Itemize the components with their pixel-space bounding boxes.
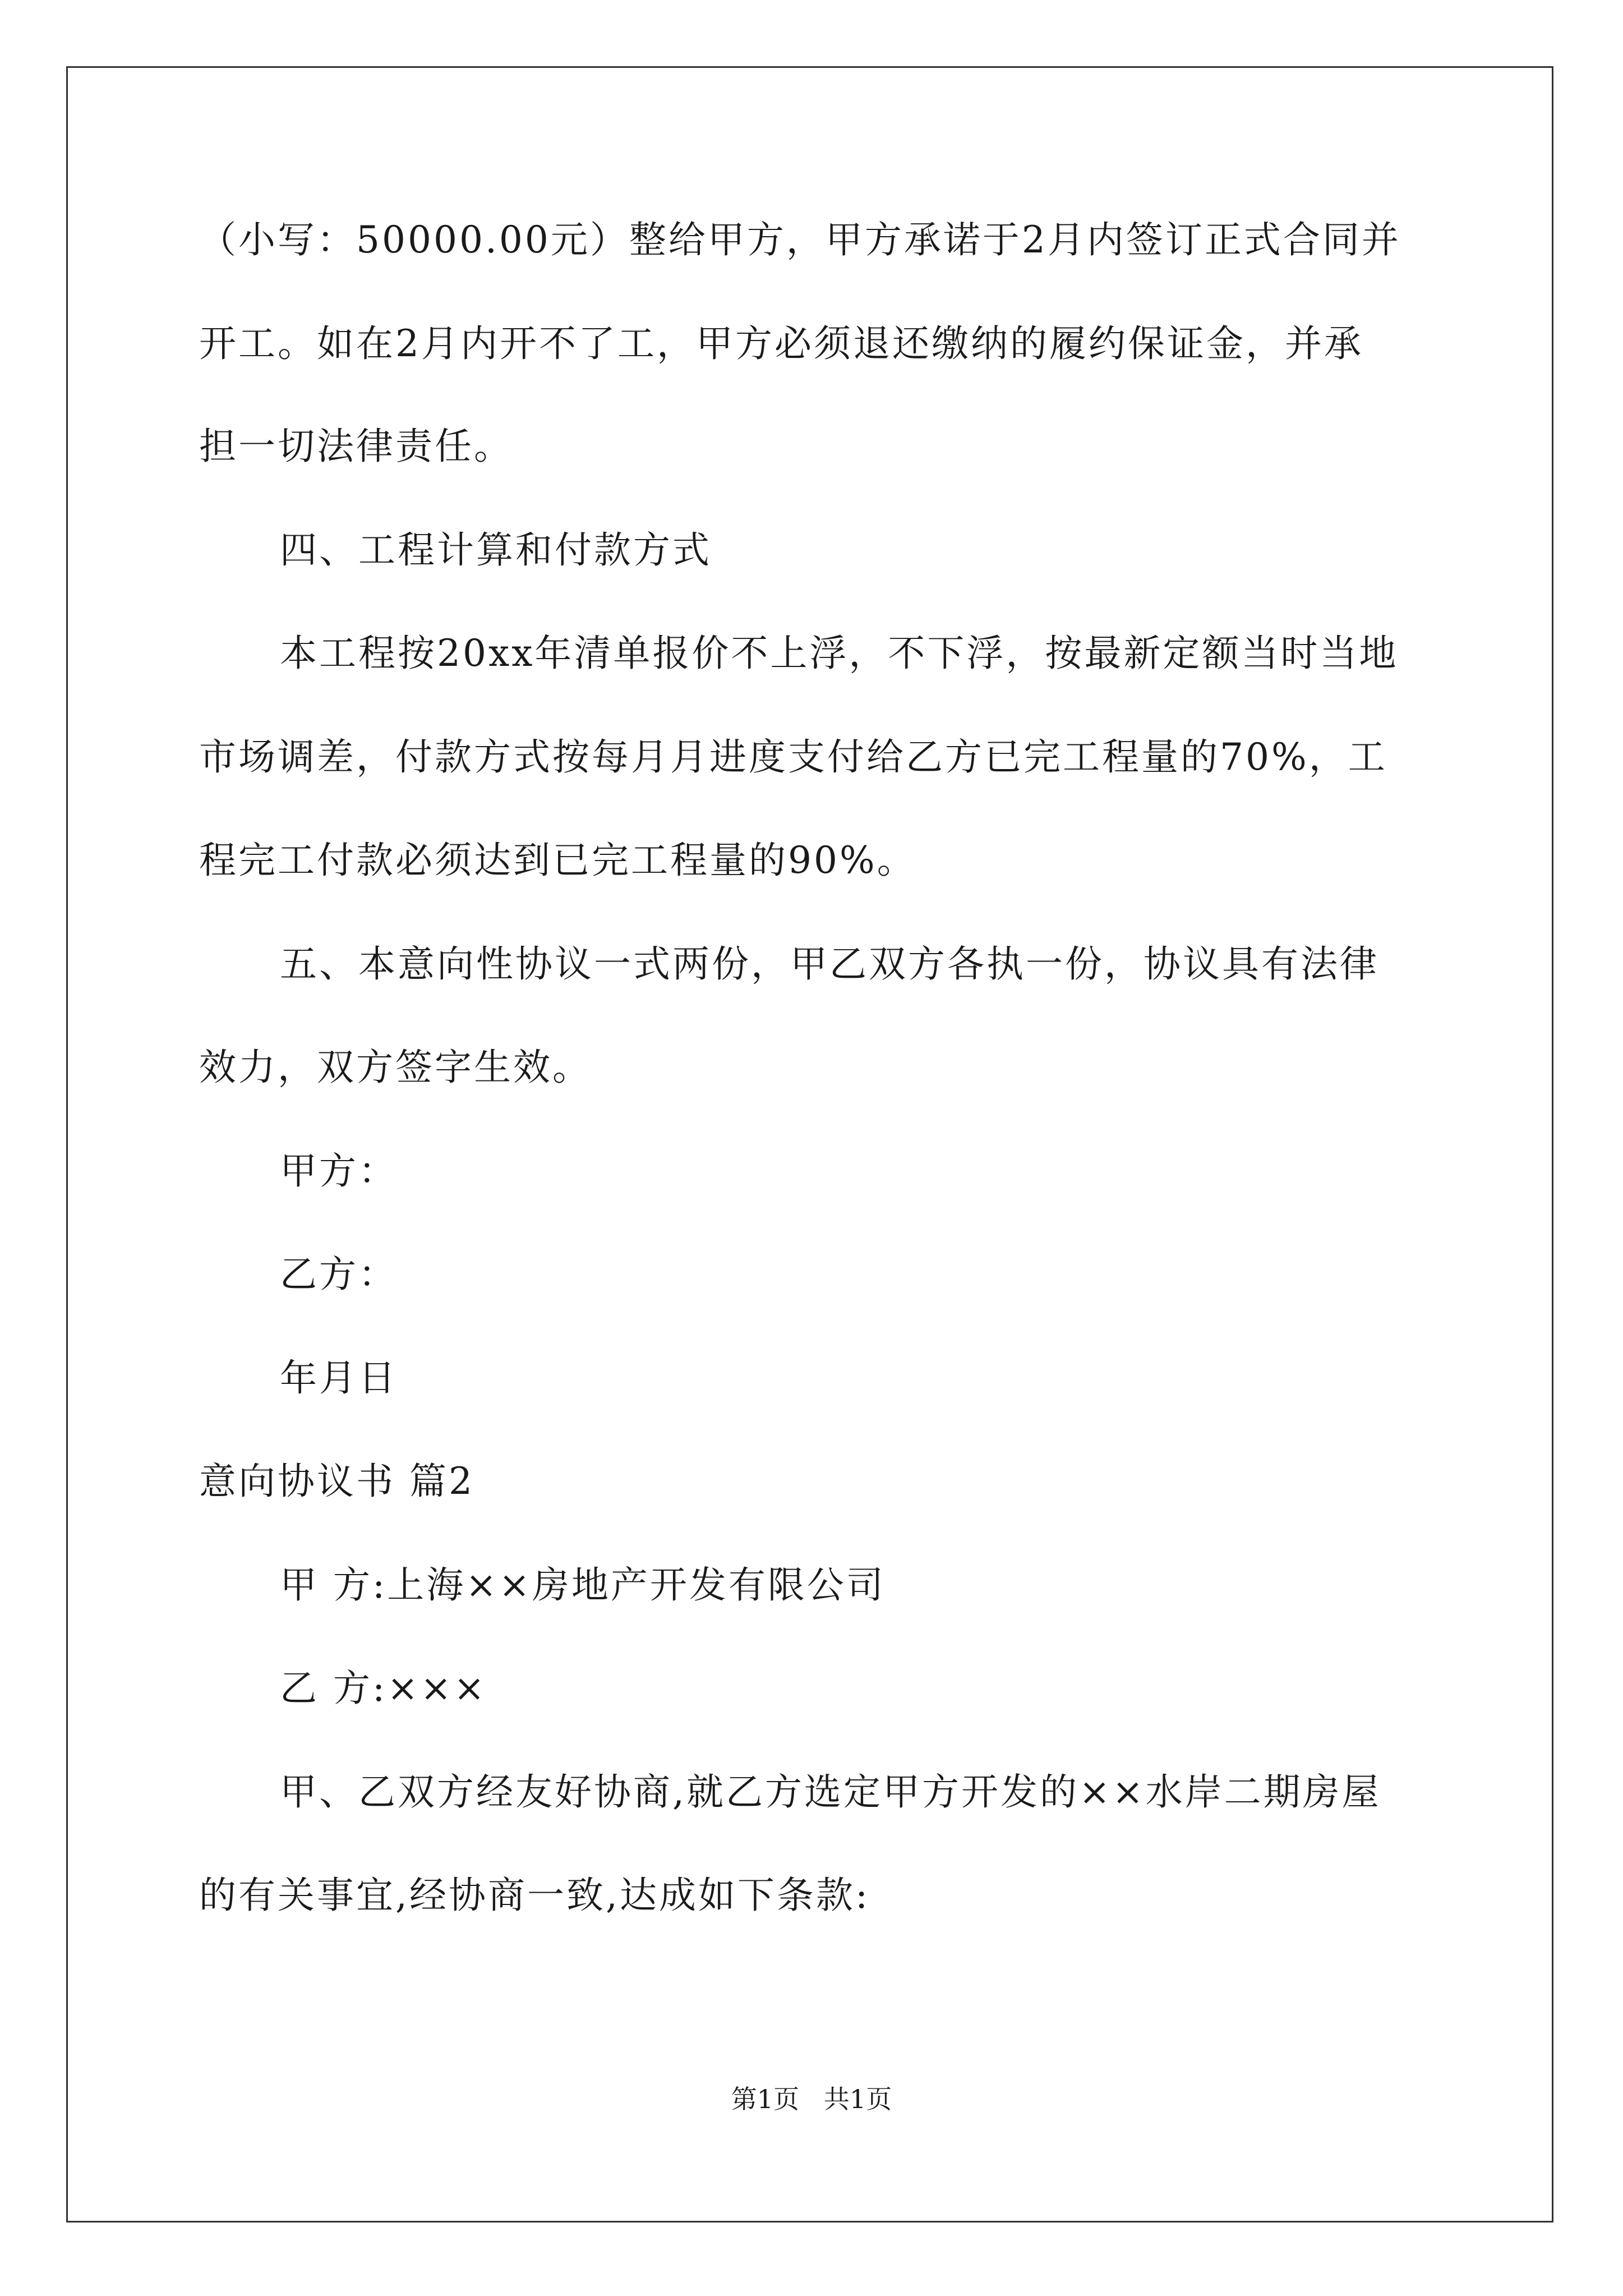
paragraph-line: 本工程按20xx年清单报价不上浮，不下浮，按最新定额当时当地 [280, 632, 1399, 675]
section-title: 意向协议书 篇2 [199, 1460, 474, 1503]
paragraph-line: （小写：50000.00元）整给甲方，甲方承诺于2月内签订正式合同并 [199, 218, 1401, 261]
section-heading: 四、工程计算和付款方式 [280, 528, 712, 572]
paragraph-line: 开工。如在2月内开不了工，甲方必须退还缴纳的履约保证金，并承 [199, 322, 1363, 365]
paragraph-line: 五、本意向性协议一式两份，甲乙双方各执一份，协议具有法律 [280, 942, 1379, 986]
date-line: 年月日 [280, 1356, 398, 1400]
party-a-signature-line: 甲方： [280, 1149, 398, 1193]
paragraph-line: 市场调差，付款方式按每月月进度支付给乙方已完工程量的70%，工 [199, 735, 1387, 779]
party-a-line: 甲 方:上海××房地产开发有限公司 [280, 1563, 886, 1607]
paragraph-line: 效力，双方签字生效。 [199, 1046, 592, 1089]
party-b-line: 乙 方:××× [280, 1667, 487, 1710]
paragraph-line: 程完工付款必须达到已完工程量的90%。 [199, 839, 916, 882]
paragraph-line: 甲、乙双方经友好协商,就乙方选定甲方开发的××水岸二期房屋 [280, 1770, 1381, 1814]
page-footer: 第1页 共1页 [731, 2084, 892, 2114]
paragraph-line: 担一切法律责任。 [199, 425, 513, 468]
paragraph-line: 的有关事宜,经协商一致,达成如下条款: [199, 1874, 870, 1917]
party-b-signature-line: 乙方： [280, 1253, 398, 1296]
